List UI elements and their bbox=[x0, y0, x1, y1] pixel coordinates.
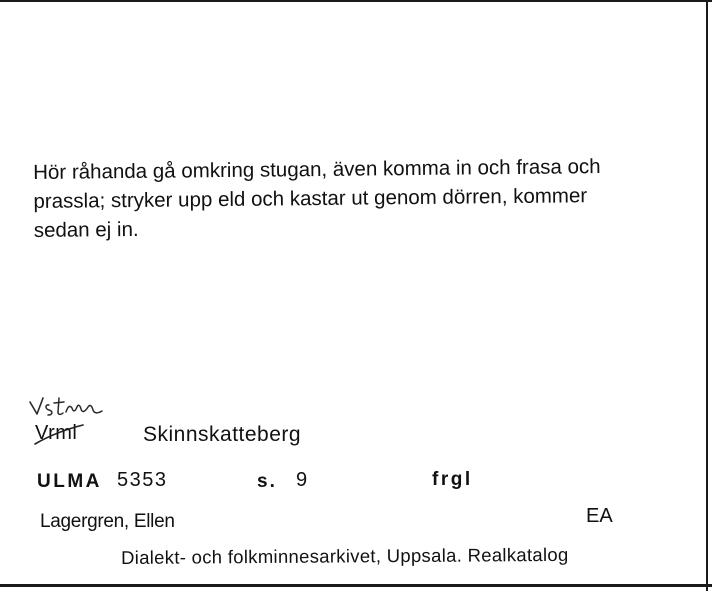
record-text-line: Hör råhanda gå omkring stugan, även komma in och frasa och bbox=[33, 155, 601, 184]
handwritten-stroke bbox=[46, 405, 52, 415]
record-text-line: sedan ej in. bbox=[33, 217, 139, 242]
handwritten-region-correction bbox=[28, 392, 112, 426]
card-bottom-border bbox=[0, 584, 712, 587]
informant-name: Lagergren, Ellen bbox=[40, 511, 175, 532]
region-typed-text: Vrml bbox=[35, 422, 78, 444]
card-right-border bbox=[706, 0, 708, 591]
parish-name: Skinnskatteberg bbox=[143, 423, 302, 446]
archive-footer: Dialekt- och folkminnesarkivet, Uppsala. Realkatalog bbox=[121, 543, 569, 568]
recorder-initials: EA bbox=[586, 505, 613, 527]
record-text bbox=[33, 151, 674, 245]
region-field bbox=[35, 422, 77, 445]
accession-number: 5353 bbox=[117, 469, 168, 491]
page-number: 9 bbox=[296, 469, 308, 491]
archive-code: ULMA bbox=[37, 471, 102, 492]
handwritten-stroke bbox=[30, 398, 43, 414]
strikethrough-mark bbox=[33, 422, 85, 448]
handwritten-stroke bbox=[54, 398, 64, 414]
card-top-border bbox=[0, 0, 712, 2]
handwritten-stroke bbox=[66, 405, 102, 413]
page-label: s. bbox=[257, 471, 277, 492]
record-text-line: prassla; stryker upp eld och kastar ut genom dörren, kommer bbox=[33, 184, 588, 213]
category-code: frgl bbox=[432, 469, 473, 490]
